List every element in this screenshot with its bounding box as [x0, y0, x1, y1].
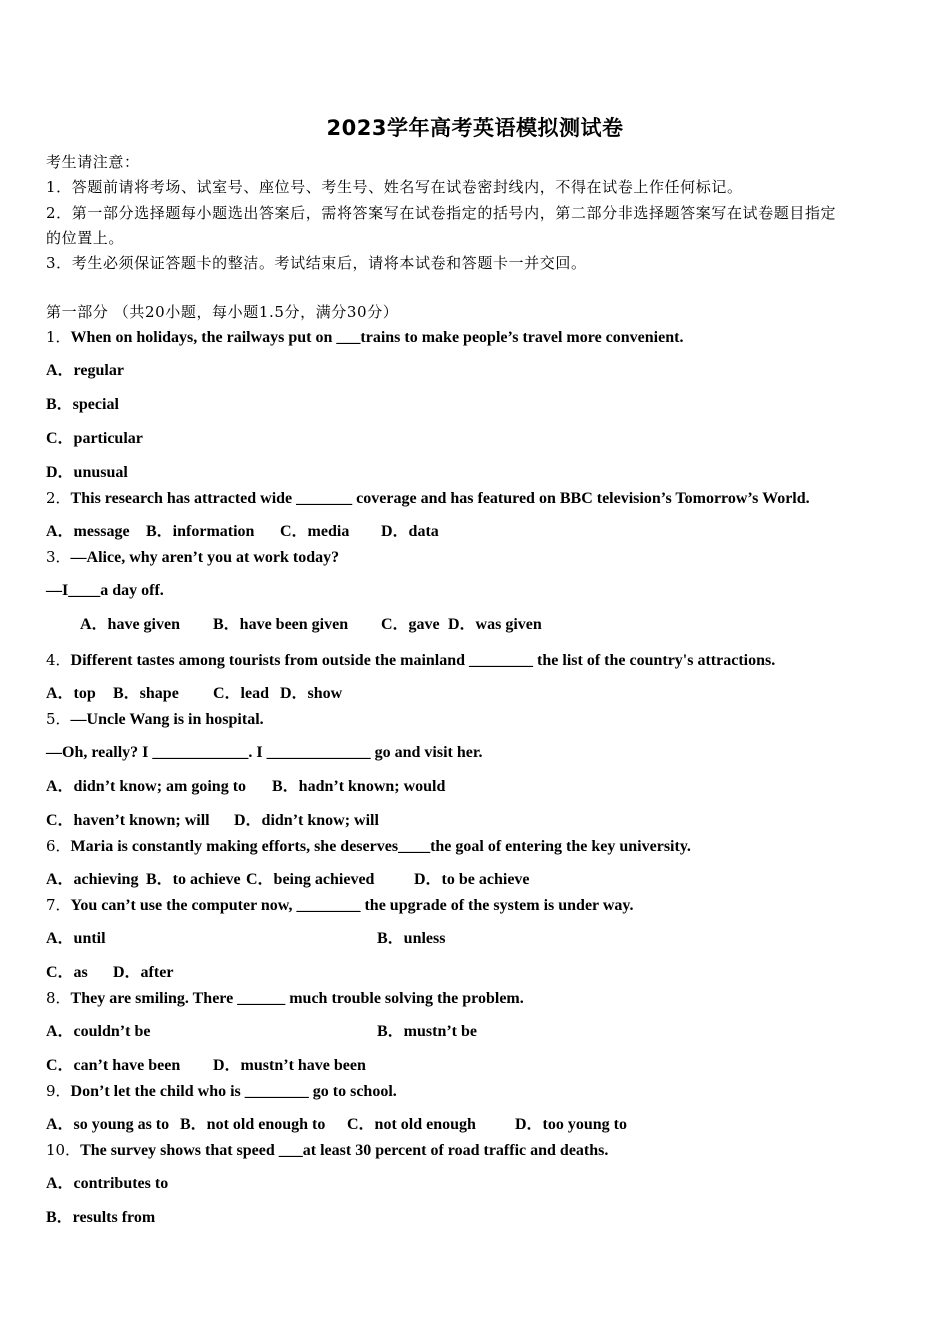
option: D．mustn’t have been: [213, 1057, 366, 1074]
option: B．information: [146, 523, 255, 540]
notice-item: 1．答题前请将考场、试室号、座位号、考生号、姓名写在试卷密封线内，不得在试卷上作任何标记。: [46, 178, 743, 196]
option: A．top: [46, 685, 96, 702]
option: B．shape: [113, 685, 179, 702]
option: C．particular: [46, 430, 143, 447]
notice-item: 的位置上。: [46, 229, 125, 247]
option: B．hadn’t known; would: [272, 778, 446, 795]
option: D．unusual: [46, 464, 128, 481]
option: D．too young to: [515, 1116, 628, 1133]
question-number: 4．: [46, 651, 71, 669]
question-text: This research has attracted wide _______ coverage and has featured on BBC television’s Tomorrow’s World.: [70, 490, 810, 507]
notice-item: 3．考生必须保证答题卡的整洁。考试结束后，请将本试卷和答题卡一并交回。: [46, 254, 587, 272]
option: A．didn’t know; am going to: [46, 778, 247, 795]
option: B．special: [46, 396, 119, 413]
question-stem: [46, 1081, 397, 1102]
question-text: Don’t let the child who is ________ go to school.: [70, 1083, 397, 1100]
option: C．lead: [213, 685, 270, 702]
option: A．achieving: [46, 871, 139, 888]
page-title: 2023学年高考英语模拟测试卷: [326, 116, 624, 140]
question-stem: [46, 488, 810, 509]
question-text: Maria is constantly making efforts, she deserves____the goal of entering the key university.: [70, 838, 691, 855]
option: B．have been given: [213, 616, 349, 633]
question-text: They are smiling. There ______ much trouble solving the problem.: [70, 990, 524, 1007]
option: D．didn’t know; will: [234, 812, 379, 829]
question-number: 5．: [46, 710, 71, 728]
question-stem: [46, 547, 339, 568]
option: C．being achieved: [246, 871, 375, 888]
option: B．to achieve: [146, 871, 241, 888]
option: C．gave: [381, 616, 440, 633]
question-stem: [46, 1140, 608, 1161]
option: D．was given: [448, 616, 542, 633]
option: D．after: [113, 964, 174, 981]
question-text: —I____a day off.: [46, 582, 164, 599]
question-stem: [46, 988, 524, 1009]
option: A．message: [46, 523, 130, 540]
option: A．until: [46, 930, 106, 947]
question-stem: [46, 895, 634, 916]
question-text: —Uncle Wang is in hospital.: [70, 711, 264, 728]
question-stem: [46, 327, 683, 348]
notice-heading: 考生请注意：: [46, 153, 140, 171]
option: C．media: [280, 523, 350, 540]
option: C．can’t have been: [46, 1057, 181, 1074]
question-number: 3．: [46, 548, 71, 566]
option: C．as: [46, 964, 88, 981]
question-number: 2．: [46, 489, 71, 507]
notice-item: 2．第一部分选择题每小题选出答案后，需将答案写在试卷指定的括号内，第二部分非选择题答案写在试卷题目指定: [46, 204, 837, 222]
question-text: —Alice, why aren’t you at work today?: [70, 549, 340, 566]
option: B．unless: [377, 930, 446, 947]
question-number: 7．: [46, 896, 71, 914]
option: A．contributes to: [46, 1175, 169, 1192]
question-text: Different tastes among tourists from outside the mainland ________ the list of the country's attractions.: [70, 652, 776, 669]
option: A．couldn’t be: [46, 1023, 151, 1040]
question-stem: [46, 709, 264, 730]
question-number: 6．: [46, 837, 71, 855]
option: B．not old enough to: [180, 1116, 326, 1133]
option: D．to be achieve: [414, 871, 530, 888]
option: D．show: [280, 685, 343, 702]
option: B．mustn’t be: [377, 1023, 478, 1040]
option: B．results from: [46, 1209, 156, 1226]
question-text: When on holidays, the railways put on ___trains to make people’s travel more convenient.: [70, 329, 684, 346]
question-number: 8．: [46, 989, 71, 1007]
question-text: You can’t use the computer now, ________ the upgrade of the system is under way.: [70, 897, 634, 914]
question-text: The survey shows that speed ___at least 30 percent of road traffic and deaths.: [80, 1142, 609, 1159]
option: C．not old enough: [347, 1116, 476, 1133]
question-text: —Oh, really? I ____________. I _____________ go and visit her.: [46, 744, 483, 761]
question-stem: [46, 836, 691, 857]
section-heading: 第一部分 （共20小题，每小题1.5分，满分30分）: [46, 303, 399, 321]
option: C．haven’t known; will: [46, 812, 210, 829]
question-number: 10．: [46, 1141, 81, 1159]
option: A．so young as to: [46, 1116, 170, 1133]
question-number: 1．: [46, 328, 71, 346]
option: A．have given: [80, 616, 181, 633]
option: D．data: [381, 523, 439, 540]
question-number: 9．: [46, 1082, 71, 1100]
question-stem: [46, 650, 775, 671]
option: A．regular: [46, 362, 124, 379]
